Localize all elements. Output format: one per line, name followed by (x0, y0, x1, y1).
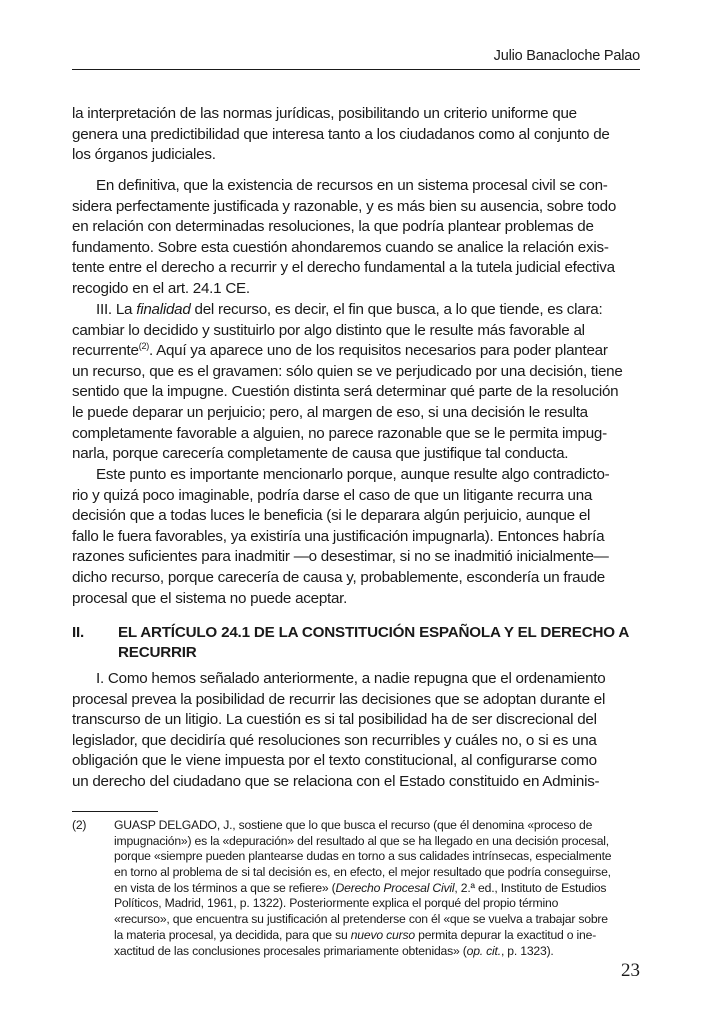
text-line: recogido en el art. 24.1 CE. (72, 279, 250, 297)
footnote-line: porque «siempre pueden plantearse dudas en torno a sus calidades intrínsecas, especialmente (114, 849, 612, 864)
footnote-line (114, 881, 640, 897)
footnote-line: en torno al problema de si tal decisión es, en efecto, el mejor resultado que podría conseguirse, (114, 865, 611, 880)
text-line: tente entre el derecho a recurrir y el derecho fundamental a la tutela judicial efectiva (72, 259, 615, 277)
page-number: 23 (621, 960, 640, 981)
text-line: obligación que le viene impuesta por el texto constitucional, al configurarse como (72, 752, 597, 770)
emphasis-nuevo-curso: nuevo curso (350, 927, 415, 942)
text-line: la interpretación de las normas jurídicas, posibilitando un criterio uniforme que (72, 105, 577, 122)
text-line: I. Como hemos señalado anteriormente, a nadie repugna que el ordenamiento (96, 670, 606, 687)
footnote-separator (72, 811, 158, 812)
text-line: legislador, que decidiría qué resoluciones son recurribles y cuáles no, o si es una (72, 731, 597, 749)
text-run: recurrente (72, 342, 139, 360)
text-line: completamente favorable a alguien, no parece razonable que se le permita impug- (72, 424, 607, 442)
emphasis-op-cit: op. cit. (466, 943, 501, 958)
text-run: III. La (96, 301, 137, 318)
text-line: cambiar lo decidido y sustituirlo por algo distinto que le resulte más favorable al (72, 321, 585, 339)
text-run: xactitud de las conclusiones procesales primariamente obtenidas» ( (114, 943, 467, 958)
text-run: en vista de los términos a que se refiere» ( (114, 880, 336, 895)
paragraph-finalidad (72, 300, 640, 465)
text-line: fallo le fuera favorables, ya existiría una justificación impugnarla). Entonces habría (72, 527, 605, 545)
text-line: un recurso, que es el gravamen: sólo quien se ve perjudicado por una decisión, tiene (72, 362, 623, 380)
text-line: transcurso de un litigio. La cuestión es si tal posibilidad ha de ser discrecional del (72, 711, 597, 729)
text-line: los órganos judiciales. (72, 146, 216, 164)
text-line: sidera perfectamente justificada y razonable, y es más bien su ausencia, sobre todo (72, 197, 617, 215)
footnote-line: GUASP DELGADO, J., sostiene que lo que busca el recurso (que él denomina «proceso de (114, 818, 593, 832)
paragraph-este-punto (72, 465, 640, 609)
text-line: rio y quizá poco imaginable, podría darse el caso de que un litigante recurra una (72, 486, 593, 504)
paragraph-como-hemos (72, 669, 640, 793)
footnote-line: Políticos, Madrid, 1961, p. 1322). Posteriormente explica el porqué del propio término (114, 896, 559, 911)
text-line: un derecho del ciudadano que se relaciona con el Estado constituido en Adminis- (72, 772, 600, 790)
text-line: genera una predictibilidad que interesa tanto a los ciudadanos como al conjunto de (72, 125, 610, 143)
running-head-author: Julio Banacloche Palao (493, 48, 640, 64)
text-line: sentido que la impugne. Cuestión distinta será determinar qué parte de la resolución (72, 383, 619, 401)
text-line: en relación con determinadas resoluciones, la que podría plantear problemas de (72, 218, 594, 236)
footnote-line: impugnación») es la «depuración» del resultado al que se ha llegado en una decisión procesal, (114, 833, 609, 848)
section-title (118, 623, 640, 662)
text-line: fundamento. Sobre esta cuestión ahondaremos cuando se analice la relación exis- (72, 238, 609, 256)
text-run: . Aquí ya aparece uno de los requisitos necesarios para poder plantear (148, 342, 608, 360)
text-line: narla, porque carecería completamente de causa que justifique tal conducta. (72, 445, 569, 463)
paragraph-en-definitiva (72, 176, 640, 300)
text-line: razones suficientes para inadmitir —o desestimar, si no se inadmitió inicialmente— (72, 548, 609, 566)
emphasis-book-title: Derecho Procesal Civil (335, 880, 455, 895)
footnote-line: «recurso», que encuentra su justificación al pretenderse con él «que se vuelva a trabajar sobre (114, 912, 608, 927)
footnote-line (114, 944, 640, 960)
text-line: procesal que el sistema no puede aceptar. (72, 589, 348, 607)
emphasis-finalidad: finalidad (136, 301, 191, 318)
section-heading (72, 623, 640, 663)
text-line: decisión que a todas luces le beneficia (si le deparara algún perjuicio, aunque el (72, 507, 591, 525)
text-run: la materia procesal, ya decidida, para que su (114, 927, 351, 942)
footnote-number: (2) (72, 818, 87, 832)
text-line: Este punto es importante mencionarlo porque, aunque resulte algo contradicto- (96, 466, 610, 483)
footnote-body (114, 818, 640, 959)
text-line: dicho recurso, porque carecería de causa y, probablemente, escondería un fraude (72, 568, 605, 586)
text-line: procesal prevea la posibilidad de recurrir las decisiones que se adoptan durante el (72, 690, 606, 708)
text-run: , p. 1323). (500, 943, 554, 958)
text-line (72, 300, 640, 321)
section-title-line: EL ARTÍCULO 24.1 DE LA CONSTITUCIÓN ESPAÑOLA Y EL DERECHO A (118, 624, 630, 641)
header-rule (72, 69, 640, 70)
paragraph-continuation (72, 104, 640, 166)
footnote-line (114, 928, 640, 944)
section-title-line: RECURRIR (118, 643, 197, 661)
text-run: , 2.ª ed., Instituto de Estudios (454, 880, 607, 895)
text-line: En definitiva, que la existencia de recursos en un sistema procesal civil se con- (96, 177, 608, 194)
text-run: del recurso, es decir, el fin que busca, a lo que tiende, es clara: (190, 301, 603, 318)
text-line: le puede deparar un perjuicio; pero, al margen de eso, si una decisión le resulta (72, 403, 588, 421)
text-run: permita depurar la exactitud o ine- (414, 927, 597, 942)
section-number: II. (72, 624, 85, 641)
footnote-reference[interactable]: (2) (138, 341, 149, 352)
text-line (72, 341, 640, 362)
